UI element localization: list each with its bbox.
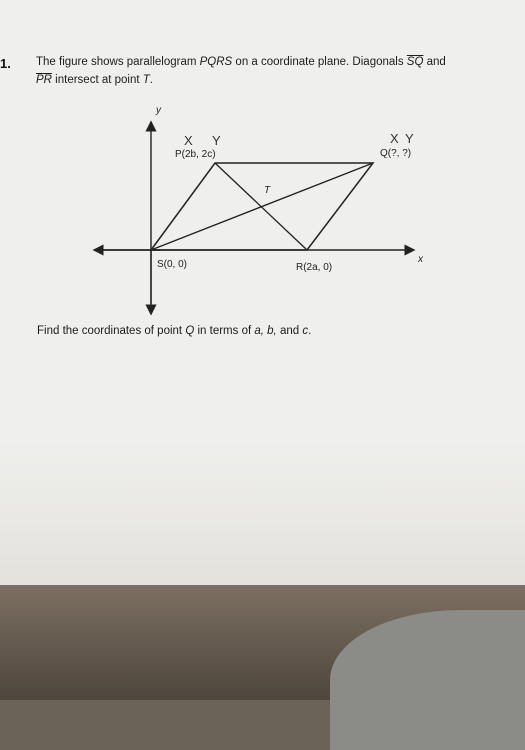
question-line-2: $\overline{PR}$ intersect at point T. <box>36 74 153 86</box>
label-r: R(2a, 0) <box>296 262 333 273</box>
handwritten-y-over-q: Y <box>405 131 414 146</box>
point-t-ref: T <box>142 74 150 86</box>
prompt-var-c: c <box>302 325 309 337</box>
prompt-text: Find the coordinates of point Q in terms of a, b, and c. <box>37 325 312 337</box>
handwritten-x-over-q: X <box>390 131 399 146</box>
label-p: P(2b, 2c) <box>175 149 216 160</box>
question-line-1: The figure shows parallelogram PQRS on a coordinate plane. Diagonals $\overline{SQ}$ and <box>36 56 446 68</box>
x-axis-label: x <box>418 254 423 265</box>
handwritten-x-over-p: X <box>184 133 193 148</box>
label-q: Q(?, ?) <box>380 148 412 159</box>
question-number: 1. <box>0 56 11 71</box>
diagonal-pr: $\overline{PR}$ <box>36 74 52 86</box>
shape-name: PQRS <box>199 56 233 68</box>
diagonal-sq: $\overline{SQ}$ <box>406 56 424 68</box>
label-t: T <box>264 185 271 196</box>
handwritten-y-over-p: Y <box>212 133 221 148</box>
prompt-vars: a, b, <box>254 325 277 337</box>
diagonal-pr-line <box>215 163 307 250</box>
y-axis-label: y <box>156 105 161 116</box>
prompt-point-q: Q <box>185 325 195 337</box>
label-s: S(0, 0) <box>157 259 188 270</box>
